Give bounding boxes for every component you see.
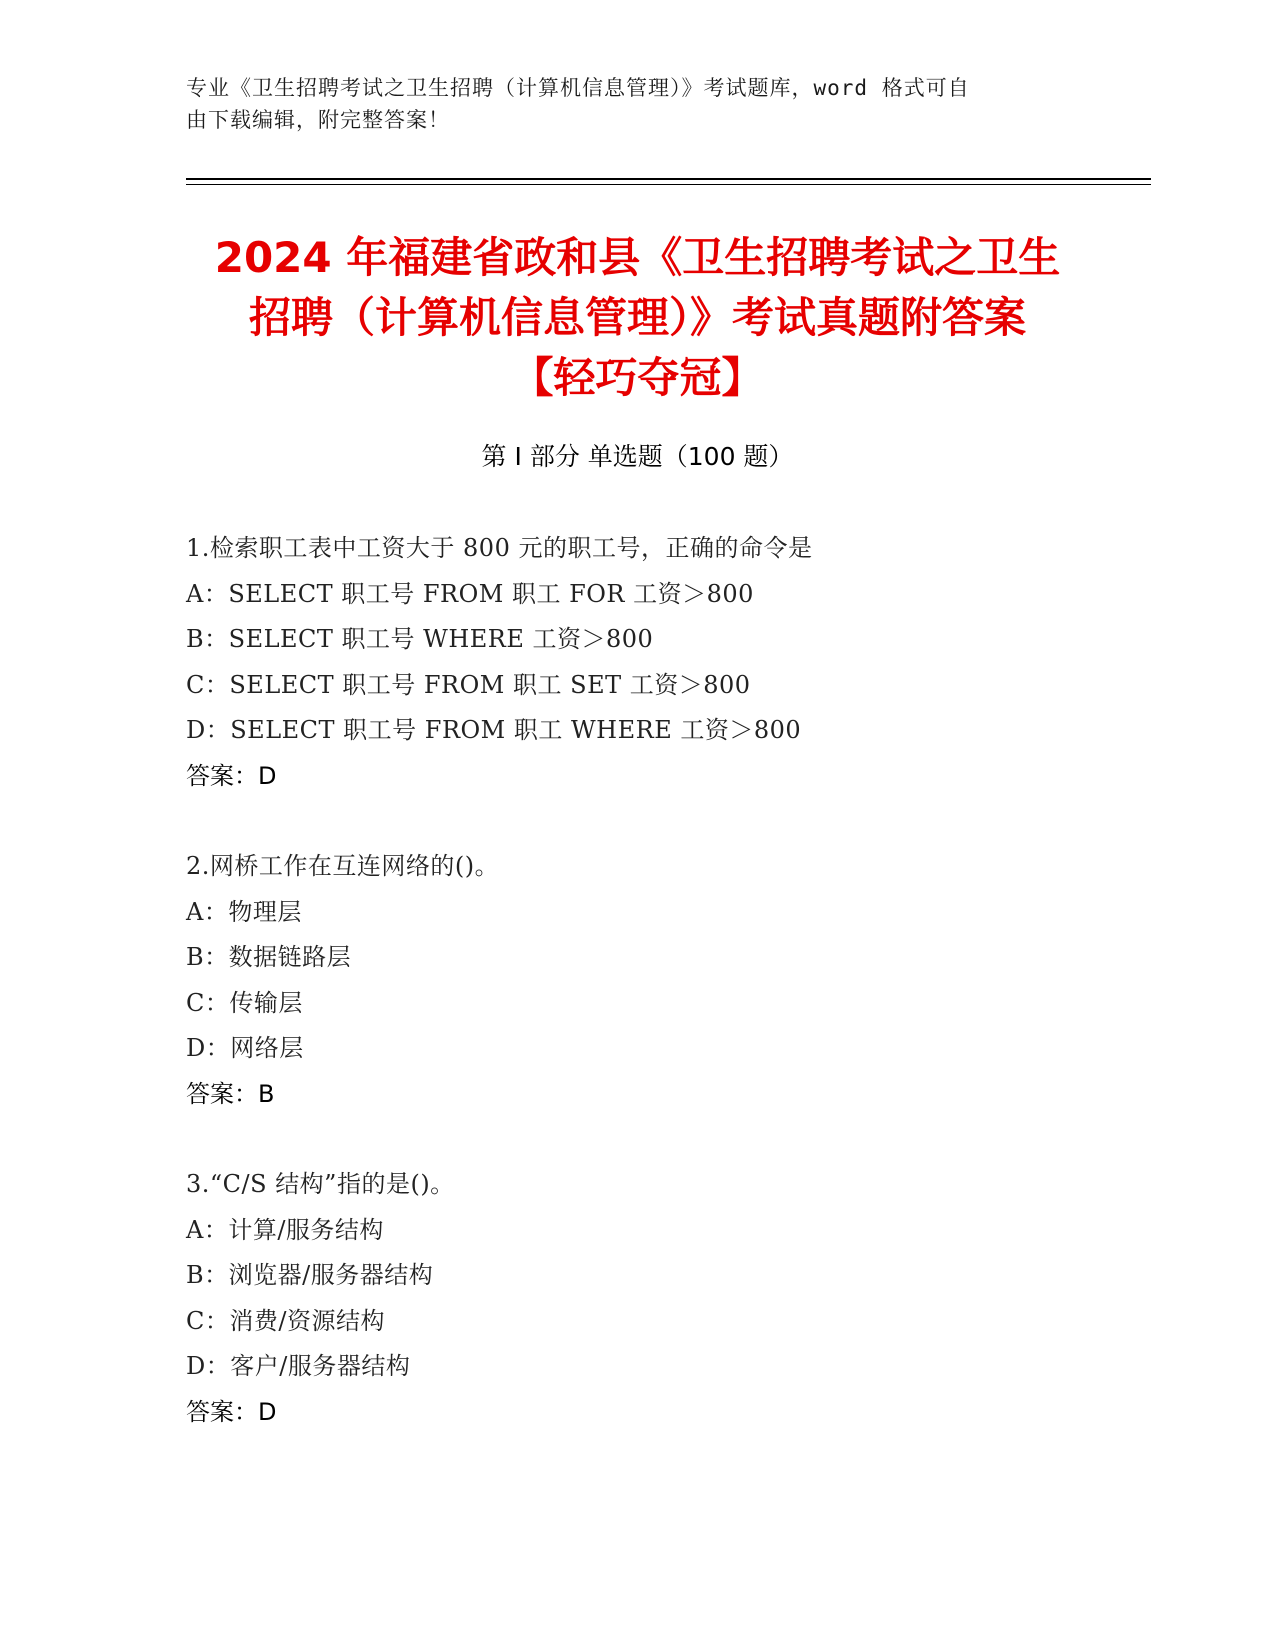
option-c: C：SELECT 职工号 FROM 职工 SET 工资＞800: [186, 670, 751, 699]
option-a: A：SELECT 职工号 FROM 职工 FOR 工资＞800: [186, 579, 754, 608]
option-c: C：传输层: [186, 988, 303, 1017]
option-b: B：数据链路层: [186, 943, 352, 971]
question-1: [186, 526, 1186, 799]
option-d: D：SELECT 职工号 FROM 职工 WHERE 工资＞800: [186, 716, 802, 744]
title-line-1: 2024 年福建省政和县《卫生招聘考试之卫生: [214, 233, 1061, 282]
section-title: 第 I 部分 单选题（100 题）: [481, 442, 794, 471]
option-b: B：浏览器/服务器结构: [186, 1261, 434, 1289]
option-c: C：消费/资源结构: [186, 1306, 385, 1335]
answer: 答案：D: [186, 1397, 277, 1426]
page-header: [186, 72, 1066, 136]
option-d: D：客户/服务器结构: [186, 1352, 411, 1380]
document-title: [120, 228, 1155, 408]
option-a: A：物理层: [186, 897, 302, 926]
question-stem: 3.“C/S 结构”指的是()。: [186, 1170, 455, 1198]
header-line-1: 专业《卫生招聘考试之卫生招聘（计算机信息管理）》考试题库，word 格式可自: [186, 76, 970, 100]
answer: 答案：D: [186, 761, 277, 790]
header-divider-thick: [186, 178, 1151, 180]
question-stem: 2.网桥工作在互连网络的()。: [186, 852, 500, 880]
option-d: D：网络层: [186, 1034, 304, 1062]
title-line-3: 【轻巧夺冠】: [511, 353, 764, 402]
question-2: [186, 844, 1186, 1117]
option-b: B：SELECT 职工号 WHERE 工资＞800: [186, 625, 654, 653]
answer: 答案：B: [186, 1079, 275, 1108]
title-line-2: 招聘（计算机信息管理）》考试真题附答案: [248, 293, 1026, 342]
question-3: [186, 1162, 1186, 1435]
header-line-2: 由下载编辑，附完整答案！: [186, 108, 450, 132]
header-divider-thin: [186, 184, 1151, 185]
option-a: A：计算/服务结构: [186, 1215, 384, 1244]
question-stem: 1.检索职工表中工资大于 800 元的职工号，正确的命令是: [186, 534, 813, 562]
